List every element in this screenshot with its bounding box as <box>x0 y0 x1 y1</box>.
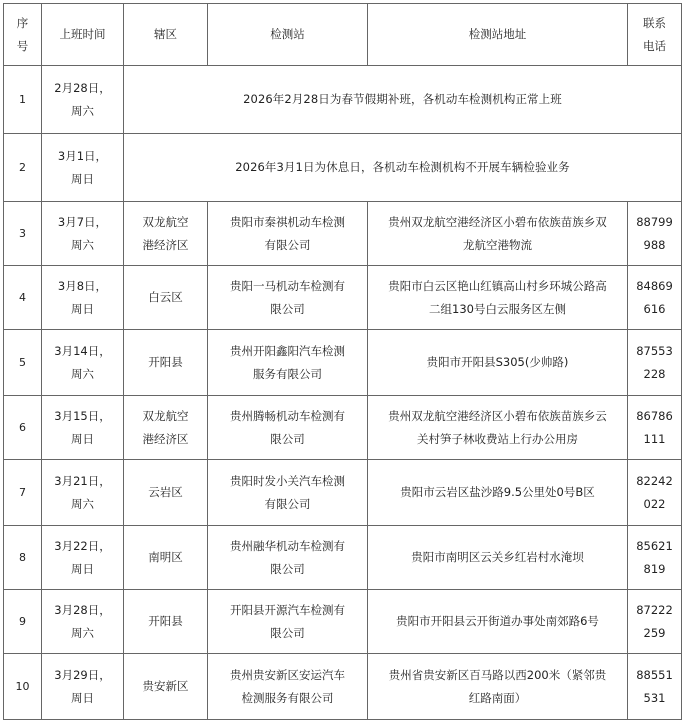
row-note: 2026年2月28日为春节假期补班，各机动车检测机构正常上班 <box>124 66 682 134</box>
row-district-line: 云岩区 <box>148 485 183 499</box>
row-district-line: 港经济区 <box>142 431 189 446</box>
row-district <box>124 460 208 526</box>
row-phone-line: 988 <box>643 237 666 252</box>
row-station <box>208 654 368 720</box>
row-note: 2026年3月1日为休息日，各机动车检测机构不开展车辆检验业务 <box>124 134 682 202</box>
row-date: 3月21日， <box>54 473 111 488</box>
row-phone-line: 85621 <box>636 538 673 553</box>
row-station-line: 贵阳一马机动车检测有 <box>230 278 345 293</box>
header-seq-line1: 序 <box>16 15 29 30</box>
note-row <box>4 66 682 134</box>
table-row <box>4 590 682 654</box>
row-address <box>368 654 628 720</box>
row-district-line: 双龙航空 <box>142 214 189 229</box>
row-weekday: 周日 <box>71 431 94 446</box>
row-address <box>368 202 628 266</box>
row-station <box>208 330 368 396</box>
row-district-line: 港经济区 <box>142 237 189 252</box>
row-date: 3月1日， <box>57 148 108 163</box>
row-station <box>208 590 368 654</box>
row-station-line: 有限公司 <box>264 496 311 511</box>
row-station-line: 贵州腾畅机动车检测有 <box>230 408 345 423</box>
row-district <box>124 526 208 590</box>
row-address-line: 红路南面） <box>468 690 527 705</box>
row-address-line: 关村笋子林收费站上行办公用房 <box>417 431 578 446</box>
row-station <box>208 526 368 590</box>
row-station-line: 限公司 <box>270 561 305 576</box>
row-seq: 9 <box>4 590 42 654</box>
row-station-line: 限公司 <box>270 431 305 446</box>
row-station-line: 贵州贵安新区安运汽车 <box>230 667 345 682</box>
row-station-line: 贵州开阳鑫阳汽车检测 <box>230 343 345 358</box>
row-time <box>42 66 124 134</box>
row-district-line: 贵安新区 <box>142 679 189 693</box>
row-date: 3月22日， <box>54 538 111 553</box>
header-phone <box>628 4 682 66</box>
row-address <box>368 590 628 654</box>
row-phone-line: 86786 <box>636 408 673 423</box>
row-phone <box>628 526 682 590</box>
row-station-line: 有限公司 <box>264 237 311 252</box>
row-station-line: 贵阳市秦祺机动车检测 <box>230 214 345 229</box>
header-phone-line2: 电话 <box>643 38 666 53</box>
row-district <box>124 202 208 266</box>
row-station-line: 开阳县开源汽车检测有 <box>230 602 345 617</box>
row-district <box>124 590 208 654</box>
row-date: 3月29日， <box>54 667 111 682</box>
row-date: 3月14日， <box>54 343 111 358</box>
row-phone <box>628 460 682 526</box>
row-district-line: 开阳县 <box>148 355 183 369</box>
row-date: 3月28日， <box>54 602 111 617</box>
row-weekday: 周六 <box>71 366 94 381</box>
header-row <box>4 4 682 66</box>
row-time <box>42 526 124 590</box>
inspection-schedule-table <box>3 3 682 720</box>
row-district-line: 双龙航空 <box>142 408 189 423</box>
row-seq: 6 <box>4 396 42 460</box>
row-phone-line: 111 <box>643 431 666 446</box>
row-station <box>208 266 368 330</box>
note-row <box>4 134 682 202</box>
row-address-line: 贵州双龙航空港经济区小碧布依族苗族乡云 <box>388 408 607 423</box>
header-district: 辖区 <box>124 4 208 66</box>
header-station: 检测站 <box>208 4 368 66</box>
table-row <box>4 202 682 266</box>
row-phone-line: 022 <box>643 496 666 511</box>
table-row <box>4 654 682 720</box>
table-row <box>4 526 682 590</box>
row-address-line: 贵阳市开阳县云开街道办事处南郊路6号 <box>396 614 599 628</box>
row-seq: 7 <box>4 460 42 526</box>
row-station <box>208 202 368 266</box>
row-seq: 2 <box>4 134 42 202</box>
table-row <box>4 266 682 330</box>
row-station-line: 检测服务有限公司 <box>241 690 334 705</box>
row-weekday: 周六 <box>71 103 94 118</box>
row-phone-line: 88551 <box>636 667 673 682</box>
row-address <box>368 266 628 330</box>
row-address <box>368 526 628 590</box>
row-time <box>42 266 124 330</box>
row-address-line: 龙航空港物流 <box>463 237 532 252</box>
row-station-line: 贵阳时发小关汽车检测 <box>230 473 345 488</box>
row-phone-line: 531 <box>643 690 666 705</box>
row-seq: 4 <box>4 266 42 330</box>
row-address-line: 贵阳市白云区艳山红镇高山村乡环城公路高 <box>388 278 607 293</box>
row-phone-line: 87553 <box>636 343 673 358</box>
row-time <box>42 654 124 720</box>
row-station-line: 服务有限公司 <box>253 366 322 381</box>
row-address <box>368 396 628 460</box>
row-station <box>208 460 368 526</box>
row-district-line: 白云区 <box>148 290 183 304</box>
row-station-line: 限公司 <box>270 625 305 640</box>
row-time <box>42 460 124 526</box>
row-date: 3月15日， <box>54 408 111 423</box>
row-seq: 1 <box>4 66 42 134</box>
row-phone-line: 88799 <box>636 214 673 229</box>
row-district <box>124 330 208 396</box>
row-phone <box>628 202 682 266</box>
header-time: 上班时间 <box>42 4 124 66</box>
table-row <box>4 330 682 396</box>
row-date: 2月28日， <box>54 80 111 95</box>
row-district-line: 开阳县 <box>148 614 183 628</box>
row-district <box>124 396 208 460</box>
row-phone-line: 82242 <box>636 473 673 488</box>
row-time <box>42 330 124 396</box>
table-row <box>4 396 682 460</box>
row-phone-line: 228 <box>643 366 666 381</box>
header-phone-line1: 联系 <box>643 15 666 30</box>
row-address-line: 贵州省贵安新区百马路以西200米（紧邻贵 <box>388 667 607 682</box>
row-phone-line: 259 <box>643 625 666 640</box>
row-time <box>42 202 124 266</box>
row-address-line: 贵州双龙航空港经济区小碧布依族苗族乡双 <box>388 214 607 229</box>
row-address <box>368 330 628 396</box>
row-seq: 5 <box>4 330 42 396</box>
row-time <box>42 134 124 202</box>
table-row <box>4 460 682 526</box>
row-seq: 3 <box>4 202 42 266</box>
row-seq: 8 <box>4 526 42 590</box>
row-station-line: 限公司 <box>270 301 305 316</box>
row-weekday: 周六 <box>71 496 94 511</box>
row-phone <box>628 330 682 396</box>
row-phone <box>628 266 682 330</box>
row-station <box>208 396 368 460</box>
row-seq: 10 <box>4 654 42 720</box>
row-date: 3月8日， <box>57 278 108 293</box>
row-weekday: 周日 <box>71 171 94 186</box>
row-phone <box>628 396 682 460</box>
row-weekday: 周六 <box>71 625 94 640</box>
row-phone-line: 616 <box>643 301 666 316</box>
row-time <box>42 590 124 654</box>
row-district <box>124 266 208 330</box>
row-district <box>124 654 208 720</box>
row-address-line: 贵阳市云岩区盐沙路9.5公里处0号B区 <box>400 485 595 499</box>
row-district-line: 南明区 <box>148 550 183 564</box>
row-time <box>42 396 124 460</box>
row-phone <box>628 590 682 654</box>
row-weekday: 周日 <box>71 690 94 705</box>
header-address: 检测站地址 <box>368 4 628 66</box>
row-address-line: 贵阳市开阳县S305(少帅路) <box>426 355 569 369</box>
row-station-line: 贵州融华机动车检测有 <box>230 538 345 553</box>
row-phone-line: 819 <box>643 561 666 576</box>
header-seq-line2: 号 <box>16 38 29 53</box>
row-address-line: 二组130号白云服务区左侧 <box>429 301 566 316</box>
row-date: 3月7日， <box>57 214 108 229</box>
row-phone <box>628 654 682 720</box>
row-phone-line: 87222 <box>636 602 673 617</box>
row-weekday: 周日 <box>71 301 94 316</box>
header-seq <box>4 4 42 66</box>
row-weekday: 周六 <box>71 237 94 252</box>
row-address-line: 贵阳市南明区云关乡红岩村水淹坝 <box>411 550 584 564</box>
row-phone-line: 84869 <box>636 278 673 293</box>
row-weekday: 周日 <box>71 561 94 576</box>
row-address <box>368 460 628 526</box>
